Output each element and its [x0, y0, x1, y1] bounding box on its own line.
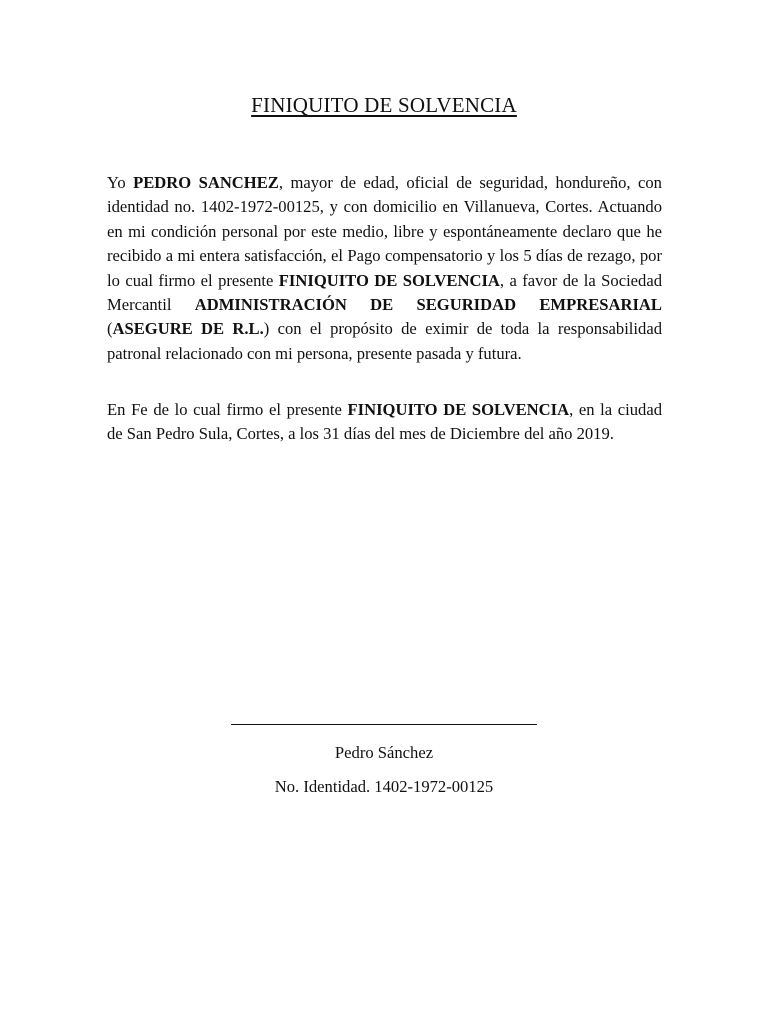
company-short-name: ASEGURE DE R.L. — [112, 319, 264, 339]
paragraph-text: , a favor de la Sociedad Mercantil — [107, 270, 663, 315]
paragraph-text: , mayor de edad, oficial de seguridad, hondureño, con identidad no. 1402-1972-00125, y con domicilio en Villanueva, Cortes. Actuando en mi condición personal por este medio, libre y espontáneamente declaro que he recibido a mi entera satisfacción, el Pago compensatorio y los 5 días de rezago, por lo cual firmo el presente — [107, 173, 662, 290]
paragraph-text: ) con el propósito de eximir de toda la responsabilidad patronal relacionado con mi persona, presente pasada y futura. — [107, 319, 662, 363]
closing-paragraph — [107, 398, 662, 447]
signatory-id: No. Identidad. 1402-1972-00125 — [274, 777, 494, 796]
declaration-paragraph — [107, 171, 662, 366]
paragraph-text: En Fe de lo cual firmo el presente — [107, 400, 348, 419]
paragraph-text: , en la ciudad de San Pedro Sula, Cortes, a los 31 días del mes de Diciembre del año 2019. — [107, 400, 663, 444]
company-name: ADMINISTRACIÓN DE SEGURIDAD EMPRESARIAL — [194, 295, 662, 315]
paragraph-text: Yo — [107, 173, 134, 192]
document-title: FINIQUITO DE SOLVENCIA — [251, 93, 517, 117]
paragraph-text: ( — [107, 319, 113, 339]
declarant-name: PEDRO SANCHEZ — [133, 173, 279, 192]
document-reference: FINIQUITO DE SOLVENCIA — [347, 400, 570, 419]
signature-line — [231, 724, 537, 725]
signatory-name: Pedro Sánchez — [334, 743, 434, 762]
document-reference: FINIQUITO DE SOLVENCIA — [278, 270, 500, 290]
